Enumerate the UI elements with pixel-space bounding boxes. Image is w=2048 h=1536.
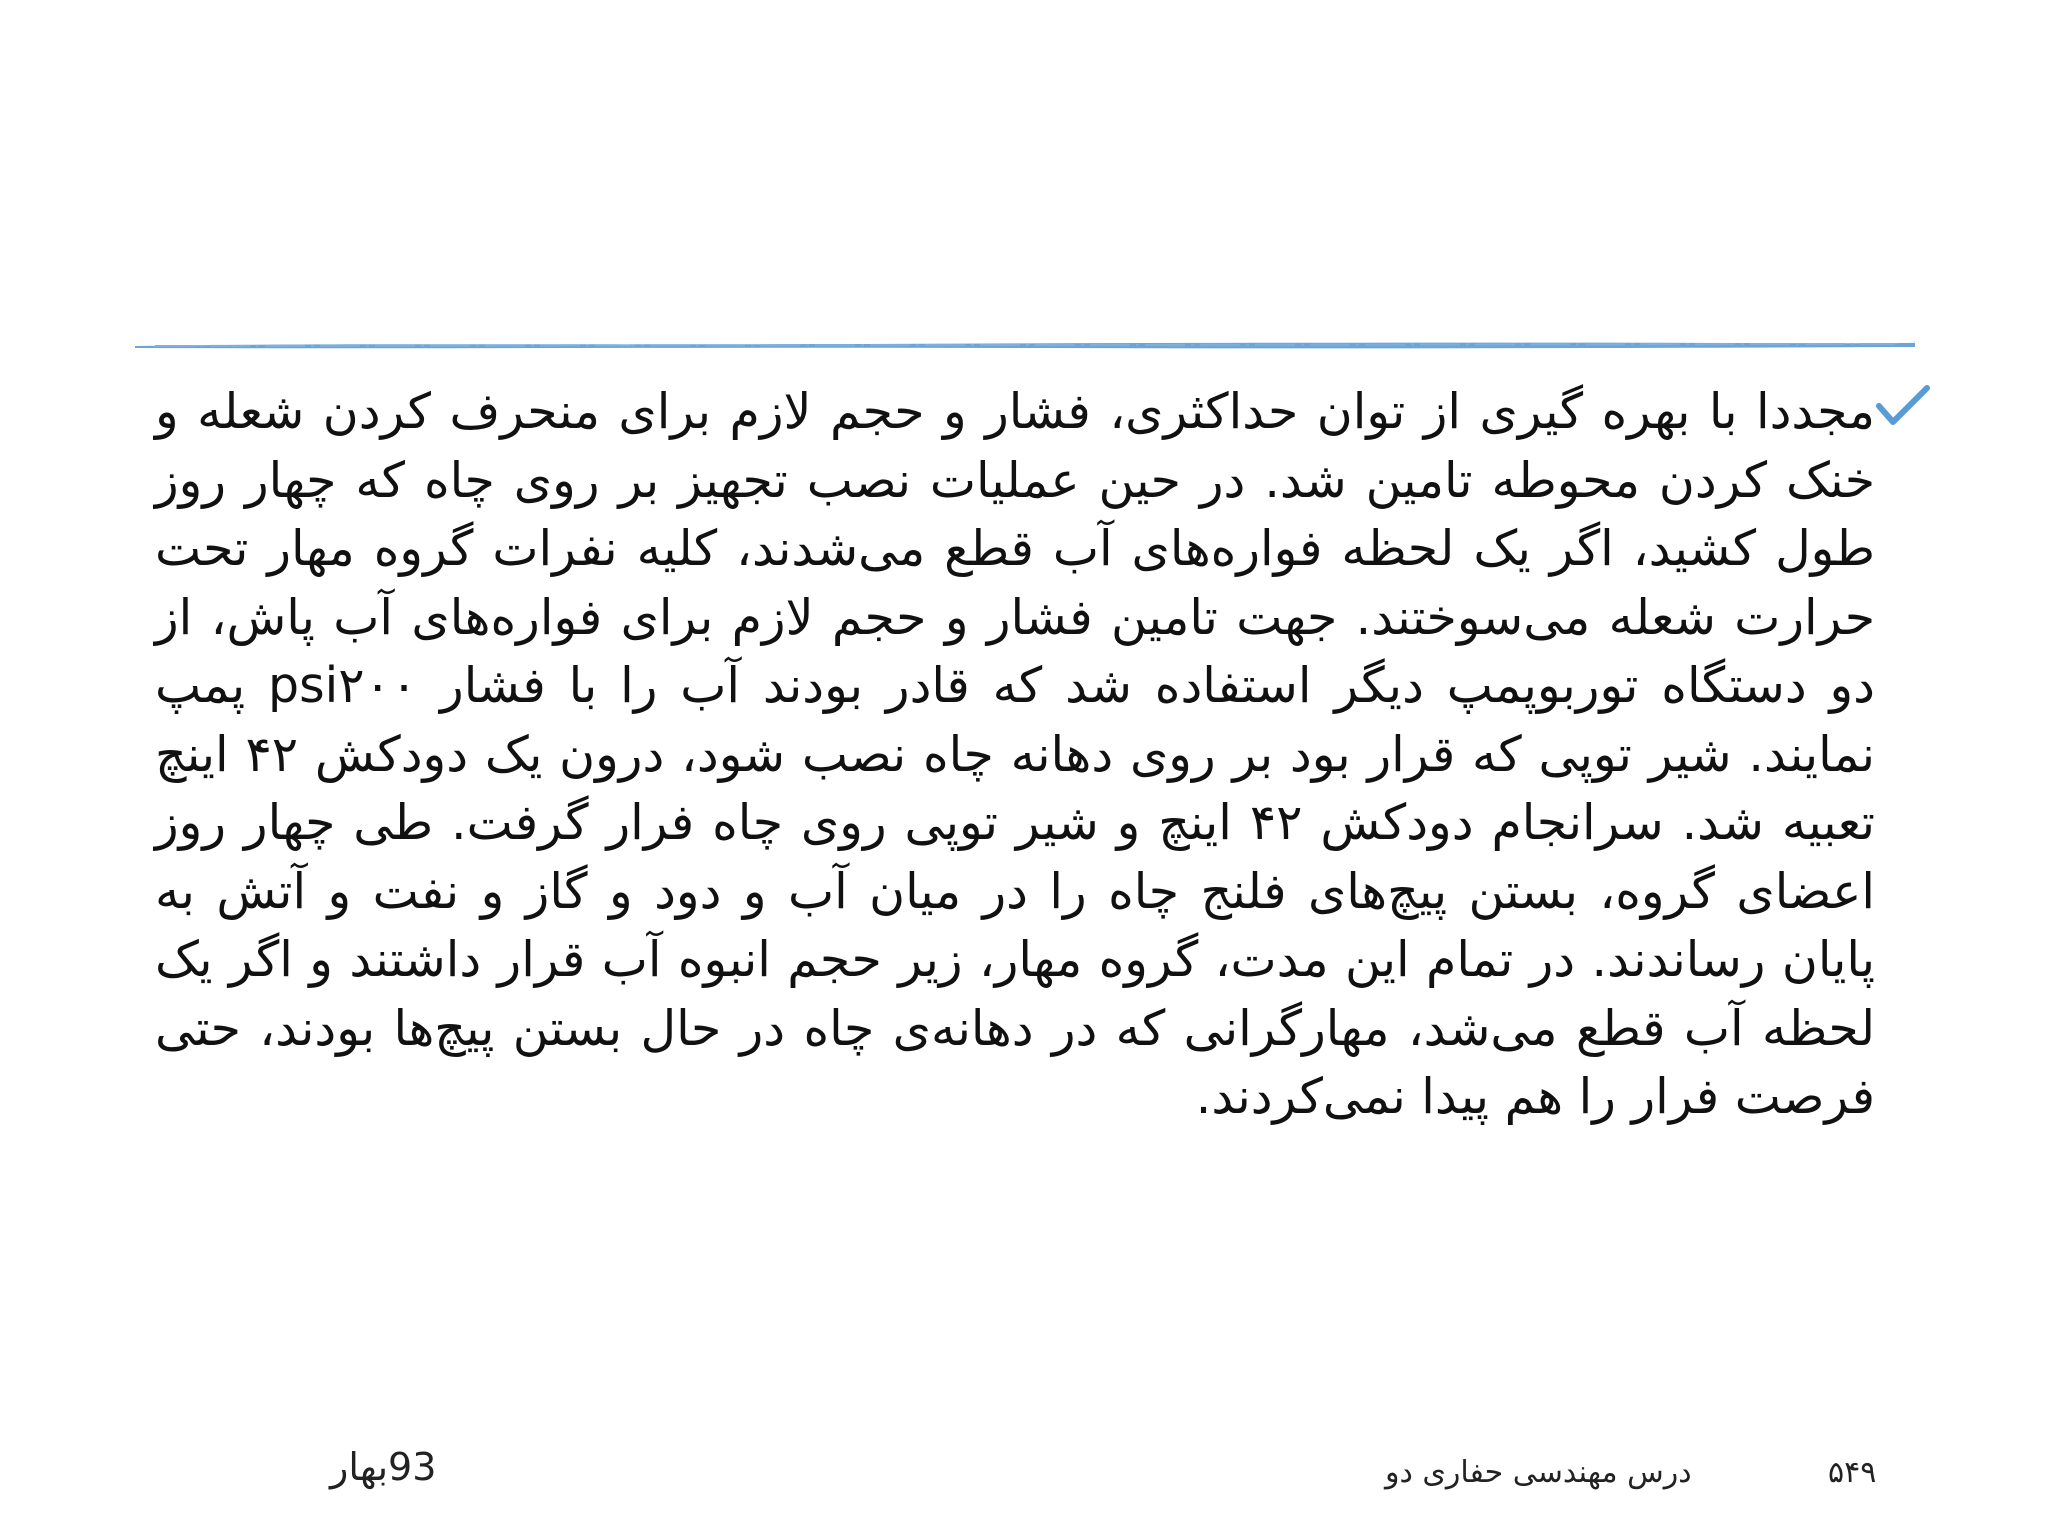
footer-page-number: ۵۴۹ — [1828, 1455, 1877, 1490]
slide-title-area — [140, 60, 1910, 310]
content-area — [155, 378, 1875, 1398]
footer-course-title: درس مهندسی حفاری دو — [1385, 1455, 1692, 1490]
body-paragraph: مجددا با بهره گیری از توان حداکثری، فشار و حجم لازم برای منحرف کردن شعله و خنک کردن محوطه تامین شد. در حین عملیات نصب تجهیز بر روی چاه که چهار روز طول کشید، اگر یک لحظه فواره‌های آب قطع می‌شدند، کلیه نفرات گروه مهار تحت حرارت شعله می‌سوختند. جهت تامین فشار و حجم لازم برای فواره‌های آب پاش، از دو دستگاه توربوپمپ دیگر استفاده شد که قادر بودند آب را با فشار psi۲۰۰ پمپ نمایند. شیر توپی که قرار بود بر روی دهانه چاه نصب شود، درون یک دودکش ۴۲ اینچ تعبیه شد. سرانجام دودکش ۴۲ اینچ و شیر توپی روی چاه فرار گرفت. طی چهار روز اعضای گروه، بستن پیچ‌های فلنج چاه را در میان آب و دود و گاز و نفت و آتش به پایان رساندند. در تمام این مدت، گروه مهار، زیر حجم انبوه آب قرار داشتند و اگر یک لحظه آب قطع می‌شد، مهارگرانی که در دهانه‌ی چاه در حال بستن پیچ‌ها بودند، حتی فرصت فرار را هم پیدا نمی‌کردند. — [155, 383, 1876, 1125]
divider-rule — [135, 337, 1915, 351]
checkmark-icon — [1875, 384, 1931, 432]
footer-date: 93بهار — [330, 1445, 437, 1489]
